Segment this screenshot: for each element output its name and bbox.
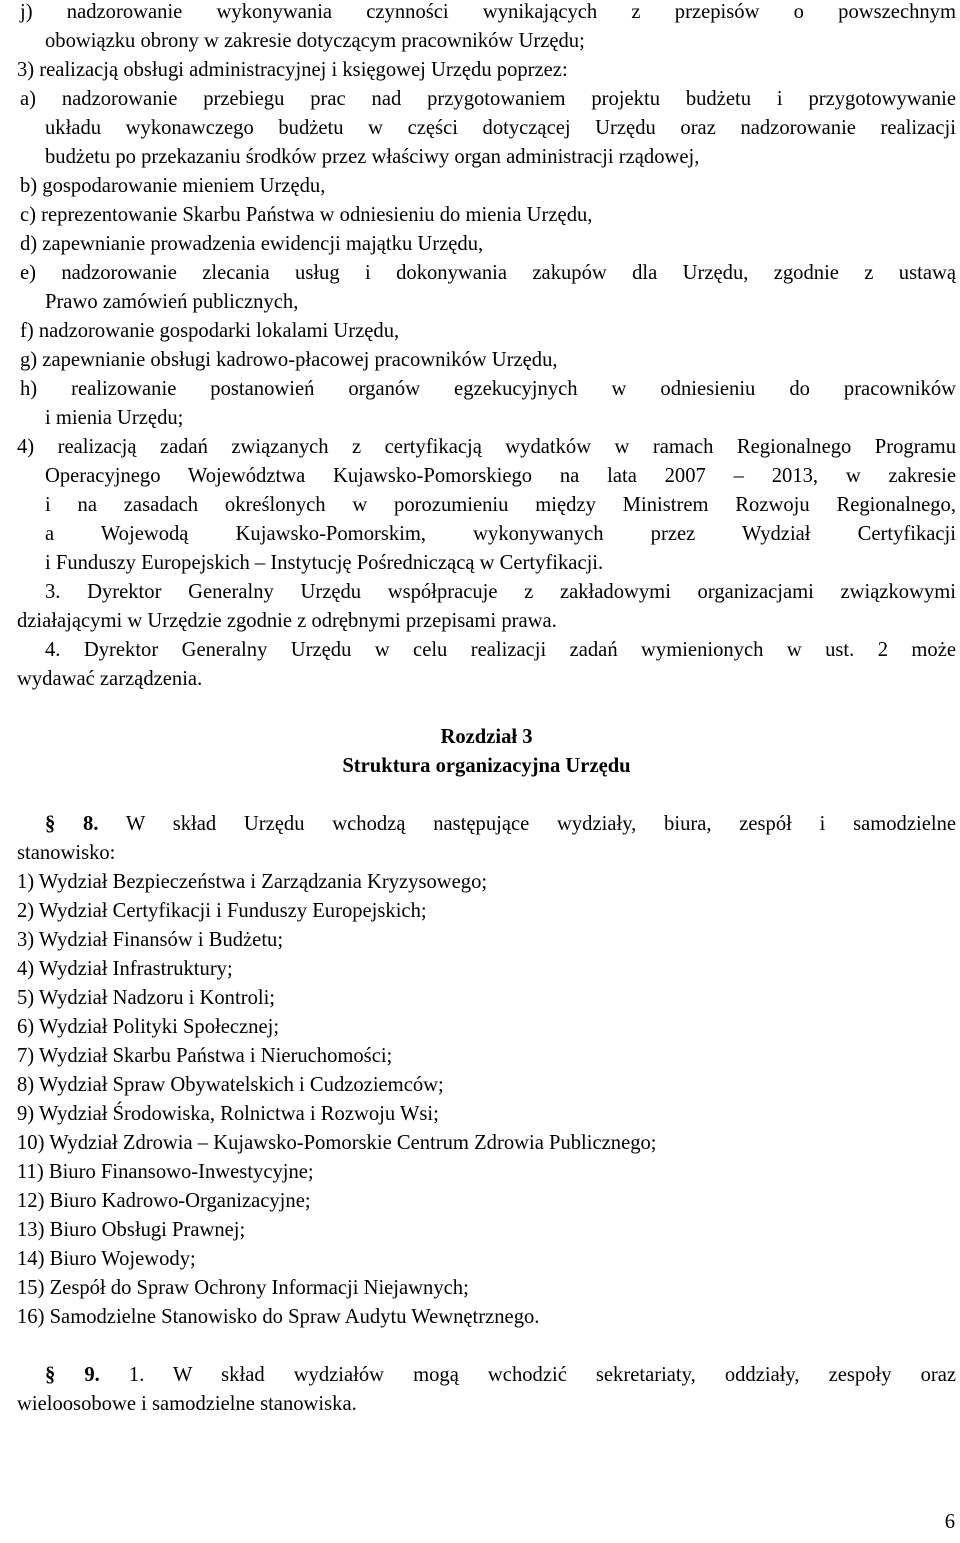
text-line: d) zapewnianie prowadzenia ewidencji majątku Urzędu, — [20, 233, 484, 255]
list-item: 9) Wydział Środowiska, Rolnictwa i Rozwoju Wsi; — [17, 1103, 439, 1125]
text-line: 4) realizacją zadań związanych z certyfikacją wydatków w ramach Regionalnego Programu — [17, 436, 956, 458]
list-item: 13) Biuro Obsługi Prawnej; — [17, 1219, 246, 1241]
section-9-marker: § 9. — [45, 1364, 100, 1386]
section-9-text: 1. W skład wydziałów mogą wchodzić sekretariaty, oddziały, zespoły oraz — [128, 1364, 956, 1386]
section-8-intro — [17, 810, 956, 839]
text-line: f) nadzorowanie gospodarki lokalami Urzędu, — [20, 320, 400, 342]
text-line: wieloosobowe i samodzielne stanowiska. — [17, 1393, 357, 1415]
list-item: 10) Wydział Zdrowia – Kujawsko-Pomorskie Centrum Zdrowia Publicznego; — [17, 1132, 657, 1154]
list-item: 2) Wydział Certyfikacji i Funduszy Europejskich; — [17, 900, 427, 922]
list-item: 5) Wydział Nadzoru i Kontroli; — [17, 987, 276, 1009]
text-line: 4. Dyrektor Generalny Urzędu w celu realizacji zadań wymienionych w ust. 2 może — [45, 639, 956, 661]
list-item: 1) Wydział Bezpieczeństwa i Zarządzania Kryzysowego; — [17, 871, 488, 893]
spacer — [17, 781, 956, 810]
text-line: 3) realizacją obsługi administracyjnej i księgowej Urzędu poprzez: — [17, 59, 568, 81]
spacer — [17, 694, 956, 723]
text-line: h) realizowanie postanowień organów egzekucyjnych w odniesieniu do pracowników — [20, 378, 956, 400]
text-line: 3. Dyrektor Generalny Urzędu współpracuje z zakładowymi organizacjami związkowymi — [45, 581, 956, 603]
text-line: j) nadzorowanie wykonywania czynności wynikających z przepisów o powszechnym — [20, 1, 956, 23]
list-item: 11) Biuro Finansowo-Inwestycyjne; — [17, 1161, 314, 1183]
page-number: 6 — [944, 1511, 955, 1533]
list-item: 7) Wydział Skarbu Państwa i Nieruchomości; — [17, 1045, 393, 1067]
text-line: działającymi w Urzędzie zgodnie z odrębnymi przepisami prawa. — [17, 610, 557, 632]
chapter-title: Struktura organizacyjna Urzędu — [342, 755, 631, 777]
text-line: a Wojewodą Kujawsko-Pomorskim, wykonywanych przez Wydział Certyfikacji — [45, 523, 956, 545]
list-item: 4) Wydział Infrastruktury; — [17, 958, 233, 980]
list-item: 15) Zespół do Spraw Ochrony Informacji Niejawnych; — [17, 1277, 469, 1299]
list-item: 6) Wydział Polityki Społecznej; — [17, 1016, 280, 1038]
text-line: e) nadzorowanie zlecania usług i dokonywania zakupów dla Urzędu, zgodnie z ustawą — [20, 262, 956, 284]
text-line: i mienia Urzędu; — [45, 407, 184, 429]
section-8-intro-text: W skład Urzędu wchodzą następujące wydziały, biura, zespół i samodzielne — [125, 813, 956, 835]
text-line: i na zasadach określonych w porozumieniu między Ministrem Rozwoju Regionalnego, — [45, 494, 956, 516]
text-line: g) zapewnianie obsługi kadrowo-płacowej pracowników Urzędu, — [20, 349, 558, 371]
text-line: wydawać zarządzenia. — [17, 668, 203, 690]
chapter-number: Rozdział 3 — [440, 726, 533, 748]
list-item: 8) Wydział Spraw Obywatelskich i Cudzoziemców; — [17, 1074, 444, 1096]
text-line: stanowisko: — [17, 842, 116, 864]
text-line: obowiązku obrony w zakresie dotyczącym pracowników Urzędu; — [45, 30, 585, 52]
document-page — [17, 0, 956, 1419]
list-item: 12) Biuro Kadrowo-Organizacyjne; — [17, 1190, 311, 1212]
section-9-intro — [17, 1361, 956, 1390]
text-line: a) nadzorowanie przebiegu prac nad przygotowaniem projektu budżetu i przygotowywanie — [20, 88, 956, 110]
section-8-marker: § 8. — [45, 813, 99, 835]
text-line: Operacyjnego Województwa Kujawsko-Pomorskiego na lata 2007 – 2013, w zakresie — [45, 465, 956, 487]
list-item: 3) Wydział Finansów i Budżetu; — [17, 929, 284, 951]
text-line: b) gospodarowanie mieniem Urzędu, — [20, 175, 326, 197]
list-item: 14) Biuro Wojewody; — [17, 1248, 196, 1270]
text-line: c) reprezentowanie Skarbu Państwa w odniesieniu do mienia Urzędu, — [20, 204, 593, 226]
text-line: układu wykonawczego budżetu w części dotyczącej Urzędu oraz nadzorowanie realizacji — [45, 117, 956, 139]
spacer — [17, 1332, 956, 1361]
text-line: Prawo zamówień publicznych, — [45, 291, 299, 313]
text-line: budżetu po przekazaniu środków przez właściwy organ administracji rządowej, — [45, 146, 700, 168]
text-line: i Funduszy Europejskich – Instytucję Pośredniczącą w Certyfikacji. — [45, 552, 604, 574]
list-item: 16) Samodzielne Stanowisko do Spraw Audytu Wewnętrznego. — [17, 1306, 540, 1328]
